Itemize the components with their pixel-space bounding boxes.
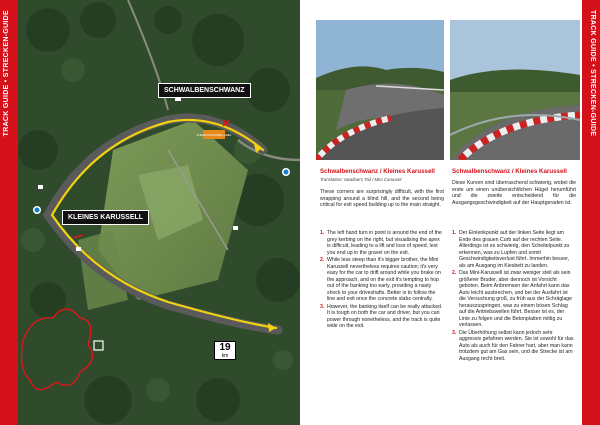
- point-number: 3.: [452, 329, 457, 336]
- side-label-left: TRACK GUIDE • STRECKEN-GUIDE: [3, 10, 10, 137]
- point-number: 1.: [320, 230, 325, 236]
- points-en: [320, 230, 444, 331]
- km-unit: km: [221, 353, 229, 359]
- point-number: 2.: [320, 257, 325, 263]
- point-de-1: 1. Der Einlenkpunkt auf der linken Seite liegt am Ende des grauen Curb auf der rechten Seite. Allerdings ist es schwierig, den Scheitelpunkt zu erkennen, was zu Lupfen und somit Geschwindigkeitsverlust führt. Immerhin besser, als am Ausgang im Kiesbett zu landen.: [452, 230, 570, 269]
- photo-kleines-karussell: [450, 20, 580, 160]
- location-pin-icon: [35, 208, 40, 213]
- label-kleines-karussell: KLEINES KARUSSELL: [62, 210, 149, 225]
- aerial-map: [18, 0, 300, 425]
- km-number: 19: [219, 342, 231, 353]
- side-strip-right: [582, 0, 600, 425]
- point-en-3: 3. However, the banking itself can be really attacked. It is tough on both the car and driver, but you can power through nonetheless, and the track is quite wide on the exit.: [320, 303, 443, 329]
- point-number: 1.: [452, 230, 457, 236]
- location-pin-icon-2: [284, 170, 289, 175]
- point-number: 2.: [452, 270, 457, 276]
- side-label-right: TRACK GUIDE • STRECKEN-GUIDE: [589, 10, 596, 137]
- intro-de: Diese Kurven sind überraschend schwierig, wobei die erste um einen unübersichtlichen Hügel herumführt und die zweite entscheidend für die Ausgangsgeschwindigkeit auf der Hauptgeraden ist.: [452, 180, 576, 206]
- point-number: 3.: [320, 303, 325, 310]
- point-en-2: 2. While less steep than it's bigger brother, the Mini Karussell nevertheless requires caution; it's very easy for the car to drift around while you brake on the approach, and on the exit it's tempting to hop out of the banking too early, providing a nasty shock to your driveshafts. Better is to follow the line and exit once the concrete slabs centrally.: [320, 257, 441, 302]
- caption-subtitle-en: Translation: Swallow's Tail / Mini Carousel: [320, 177, 402, 182]
- aerial-map-image: [18, 0, 300, 425]
- intro-en: These corners are surprisingly difficult, with the first wrapping around a blind hill, and the second being critical for exit speed building up to the main straight.: [320, 189, 444, 208]
- caption-title-de: Schwalbenschwanz / Kleines Karussell: [452, 168, 567, 175]
- caption-title-en: Schwalbenschwanz / Kleines Karussell: [320, 168, 435, 175]
- points-de: [452, 230, 576, 363]
- area-badge-text: KLEINES KARUSSELL AREA: [196, 134, 232, 137]
- point-en-1: 1. The left hand turn in point is around the end of the grey kerbing on the right, but visualising the apex is difficult, leading to a lift and loss of speed, lest you end up in the gravel on the exit.: [320, 230, 442, 256]
- photo-schwalbenschwanz: [316, 20, 444, 160]
- right-page: [300, 0, 600, 425]
- side-strip-left: [0, 0, 18, 425]
- label-schwalbenschwanz: SCHWALBENSCHWANZ: [158, 83, 251, 98]
- point-de-3: 3. Die Überhöhung selbst kann jedoch sehr aggressiv gefahren werden. Sie ist sowohl für das Auto als auch für den Fahrer hart, aber man kann trotzdem gut am Gas sein, und die Strecke ist am Ausgang recht breit.: [452, 329, 574, 362]
- point-de-2: 2. Das Mini-Karussell ist zwar weniger steil als sein größerer Bruder, aber dennoch ist Vorsicht geboten. Beim Anbremsen der Anfahrt kann das Auto leicht ausbrechen, und bei der Ausfahrt ist die Versuchung groß, zu früh aus der Schräglage herauszuspringen, was zu einem bösen Schlag auf die Antriebswellen führt. Besser ist es, der Linie zu folgen und die Betonplatten mittig zu verlassen.: [452, 270, 573, 328]
- km-marker: [214, 341, 236, 360]
